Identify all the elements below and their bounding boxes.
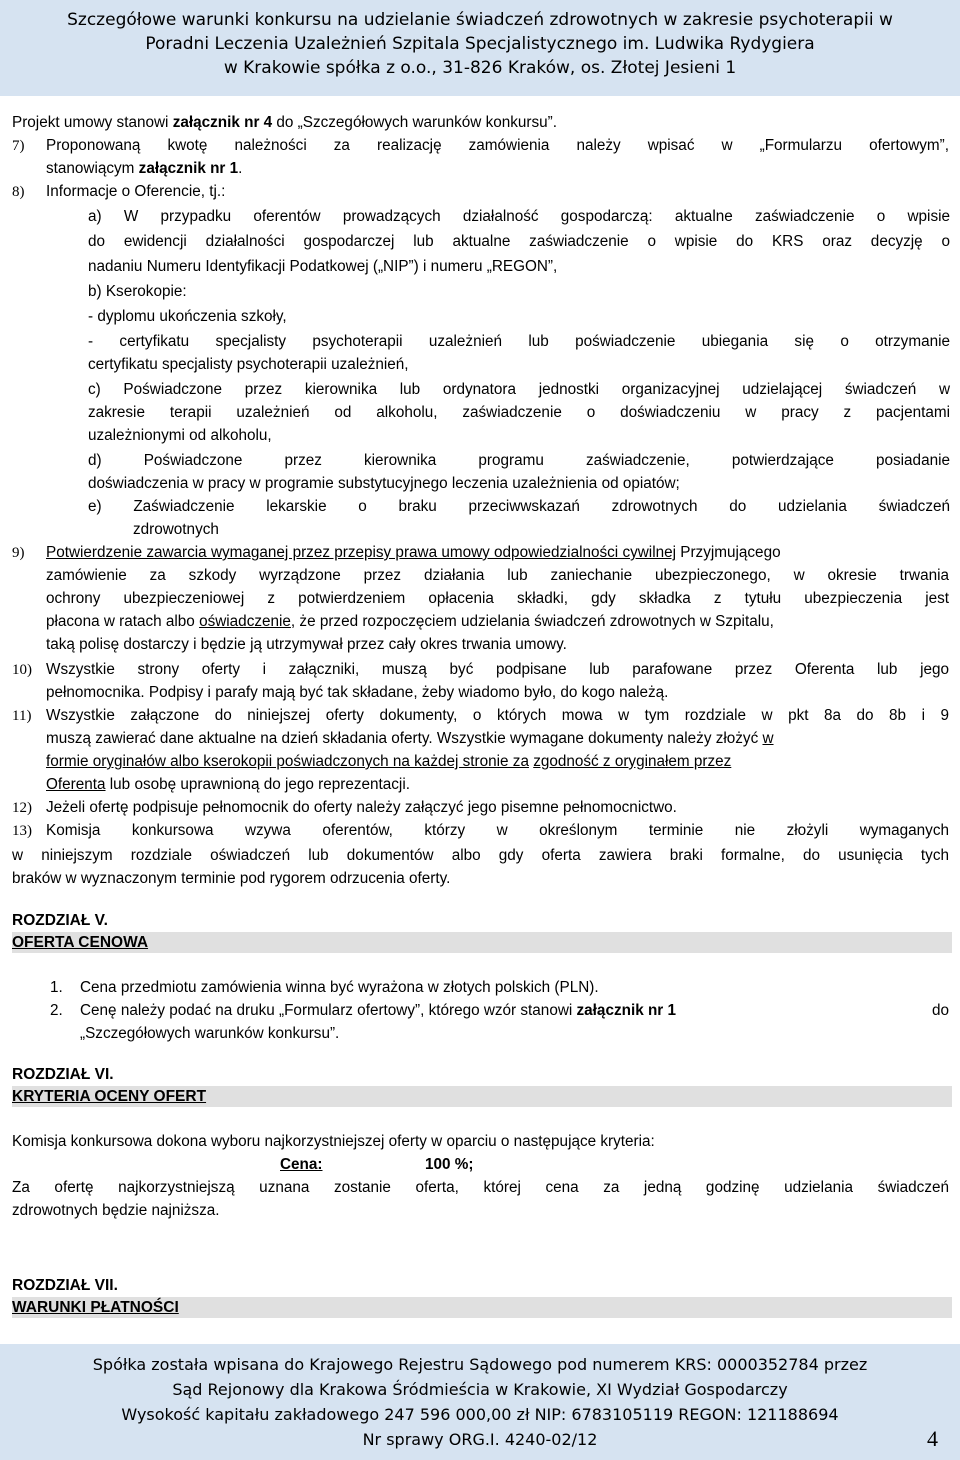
text-line: Za ofertę najkorzystniejszą uznana zostanie oferta, której cena za jedną godzinę udzielania świadczeń xyxy=(12,1179,949,1196)
text-line: nadaniu Numeru Identyfikacji Podatkowej („NIP”) i numeru „REGON”, xyxy=(88,258,558,275)
text-line: zamówienie za szkody wyrządzone przez działania lub zaniechanie ubezpieczonego, w okresie trwania xyxy=(46,567,949,584)
list-item: Cenę należy podać na druku „Formularz ofertowy”, którego wzór stanowi załącznik nr 1 do xyxy=(80,1002,949,1019)
text-line: Potwierdzenie zawarcia wymaganej przez przepisy prawa umowy odpowiedzialności cywilnej Przyjmującego xyxy=(46,544,781,561)
section-5-title: ROZDZIAŁ V. xyxy=(12,912,108,929)
page-footer xyxy=(0,1344,960,1460)
text-line: certyfikatu specjalisty psychoterapii uzależnień, xyxy=(88,356,409,373)
header-line-3: w Krakowie spółka z o.o., 31-826 Kraków, os. Złotej Jesieni 1 xyxy=(223,58,737,78)
text-line: stanowiącym załącznik nr 1. xyxy=(46,160,243,177)
text-line: Wszystkie załączone do niniejszej oferty dokumenty, o których mowa w tym rozdziale w pkt 8a do 8b i 9 xyxy=(46,707,949,724)
text-line: zakresie terapii uzależnień od alkoholu, zaświadczenie o doświadczeniu w pracy z pacjentami xyxy=(88,404,950,421)
item-number: 13) xyxy=(12,823,32,839)
text-line: do ewidencji działalności gospodarczej lub aktualne zaświadczenie o wpisie do KRS oraz decyzję o xyxy=(88,233,950,250)
text-line: zdrowotnych xyxy=(133,521,219,538)
text-line: taką polisę dostarczy i będzie ją utrzymywał przez cały okres trwania umowy. xyxy=(46,636,567,653)
text-line: c) Poświadczone przez kierownika lub ordynatora jednostki organizacyjnej udzielającej świadczeń w xyxy=(88,381,950,398)
text-line: zdrowotnych będzie najniższa. xyxy=(12,1202,220,1219)
item-number: 9) xyxy=(12,545,25,561)
text-line: doświadczenia w pracy w programie substytucyjnego leczenia uzależnienia od opiatów; xyxy=(88,475,680,492)
text-line: ochrony ubezpieczeniowej z potwierdzeniem opłacenia składki, gdy składka z tytułu ubezpieczenia jest xyxy=(46,590,949,607)
page-header xyxy=(0,0,960,96)
section-5-heading: OFERTA CENOWA xyxy=(12,932,952,953)
item-7-line: Proponowaną kwotę należności za realizację zamówienia należy wpisać w „Formularzu ofertowym”, xyxy=(46,137,949,154)
section-6-heading: KRYTERIA OCENY OFERT xyxy=(12,1086,952,1107)
footer-line-3: Wysokość kapitału zakładowego 247 596 000,00 zł NIP: 6783105119 REGON: 121188694 xyxy=(121,1405,839,1424)
text-line: Oferenta lub osobę uprawnioną do jego reprezentacji. xyxy=(46,776,410,793)
text-line: - dyplomu ukończenia szkoły, xyxy=(88,308,287,325)
text-line: w niniejszym rozdziale oświadczeń lub dokumentów albo gdy oferta zawiera braki formalne, do usunięcia tych xyxy=(12,847,949,864)
text-line: muszą zawierać dane aktualne na dzień składania oferty. Wszystkie wymagane dokumenty należy złożyć w xyxy=(46,730,774,747)
text-line: uzależnionymi od alkoholu, xyxy=(88,427,272,444)
list-item-number: 1. xyxy=(50,979,63,996)
header-line-2: Poradni Leczenia Uzależnień Szpitala Specjalistycznego im. Ludwika Rydygiera xyxy=(145,34,815,54)
text-line: Wszystkie strony oferty i załączniki, muszą być podpisane lub parafowane przez Oferenta lub jego xyxy=(46,661,949,678)
item-number: 11) xyxy=(12,708,32,724)
criteria-price: Cena: 100 %; xyxy=(280,1156,474,1173)
text-line: e) Zaświadczenie lekarskie o braku przeciwwskazań zdrowotnych do udzielania świadczeń xyxy=(88,498,950,515)
text-line: b) Kserokopie: xyxy=(88,283,187,300)
text-line: „Szczegółowych warunków konkursu”. xyxy=(80,1025,340,1042)
text-line: pełnomocnika. Podpisy i parafy mają być tak składane, żeby wiadomo było, do kogo należą. xyxy=(46,684,669,701)
text-line: d) Poświadczone przez kierownika programu zaświadczenie, potwierdzające posiadanie xyxy=(88,452,950,469)
section-7-title: ROZDZIAŁ VII. xyxy=(12,1277,118,1294)
item-8-line: Informacje o Oferencie, tj.: xyxy=(46,183,226,200)
footer-line-4: Nr sprawy ORG.I. 4240-02/12 xyxy=(362,1430,598,1449)
item-number: 7) xyxy=(12,138,25,154)
text-line: płacona w ratach albo oświadczenie, że przed rozpoczęciem udzielania świadczeń zdrowotnych w Szpitalu, xyxy=(46,613,774,630)
text-line: braków w wyznaczonym terminie pod rygorem odrzucenia oferty. xyxy=(12,870,451,887)
text-line: Jeżeli ofertę podpisuje pełnomocnik do oferty należy załączyć jego pisemne pełnomocnictwo. xyxy=(46,799,677,816)
text-line: a) W przypadku oferentów prowadzących działalność gospodarczą: aktualne zaświadczenie o wpisie xyxy=(88,208,950,225)
text-line: Komisja konkursowa dokona wyboru najkorzystniejszej oferty w oparciu o następujące kryteria: xyxy=(12,1133,655,1150)
page-number: 4 xyxy=(927,1426,938,1451)
footer-line-2: Sąd Rejonowy dla Krakowa Śródmieścia w Krakowie, XI Wydział Gospodarczy xyxy=(172,1380,788,1399)
text-line: Komisja konkursowa wzywa oferentów, którzy w określonym terminie nie złożyli wymaganych xyxy=(46,822,949,839)
text-line: - certyfikatu specjalisty psychoterapii uzależnień lub poświadczenie ubiegania się o otrzymanie xyxy=(88,333,950,350)
footer-line-1: Spółka została wpisana do Krajowego Rejestru Sądowego pod numerem KRS: 0000352784 przez xyxy=(92,1355,868,1374)
item-number: 12) xyxy=(12,800,32,816)
item-number: 8) xyxy=(12,184,25,200)
list-item: Cena przedmiotu zamówienia winna być wyrażona w złotych polskich (PLN). xyxy=(80,979,599,996)
list-item-number: 2. xyxy=(50,1002,63,1019)
text-line: Projekt umowy stanowi załącznik nr 4 do „Szczegółowych warunków konkursu”. xyxy=(12,114,557,131)
header-line-1: Szczegółowe warunki konkursu na udzielanie świadczeń zdrowotnych w zakresie psychoterapii w xyxy=(67,10,893,30)
item-number: 10) xyxy=(12,662,32,678)
section-6-title: ROZDZIAŁ VI. xyxy=(12,1066,114,1083)
section-7-heading: WARUNKI PŁATNOŚCI xyxy=(12,1297,952,1318)
text-line: formie oryginałów albo kserokopii poświadczonych na każdej stronie za zgodność z oryginałem przez xyxy=(46,753,732,770)
